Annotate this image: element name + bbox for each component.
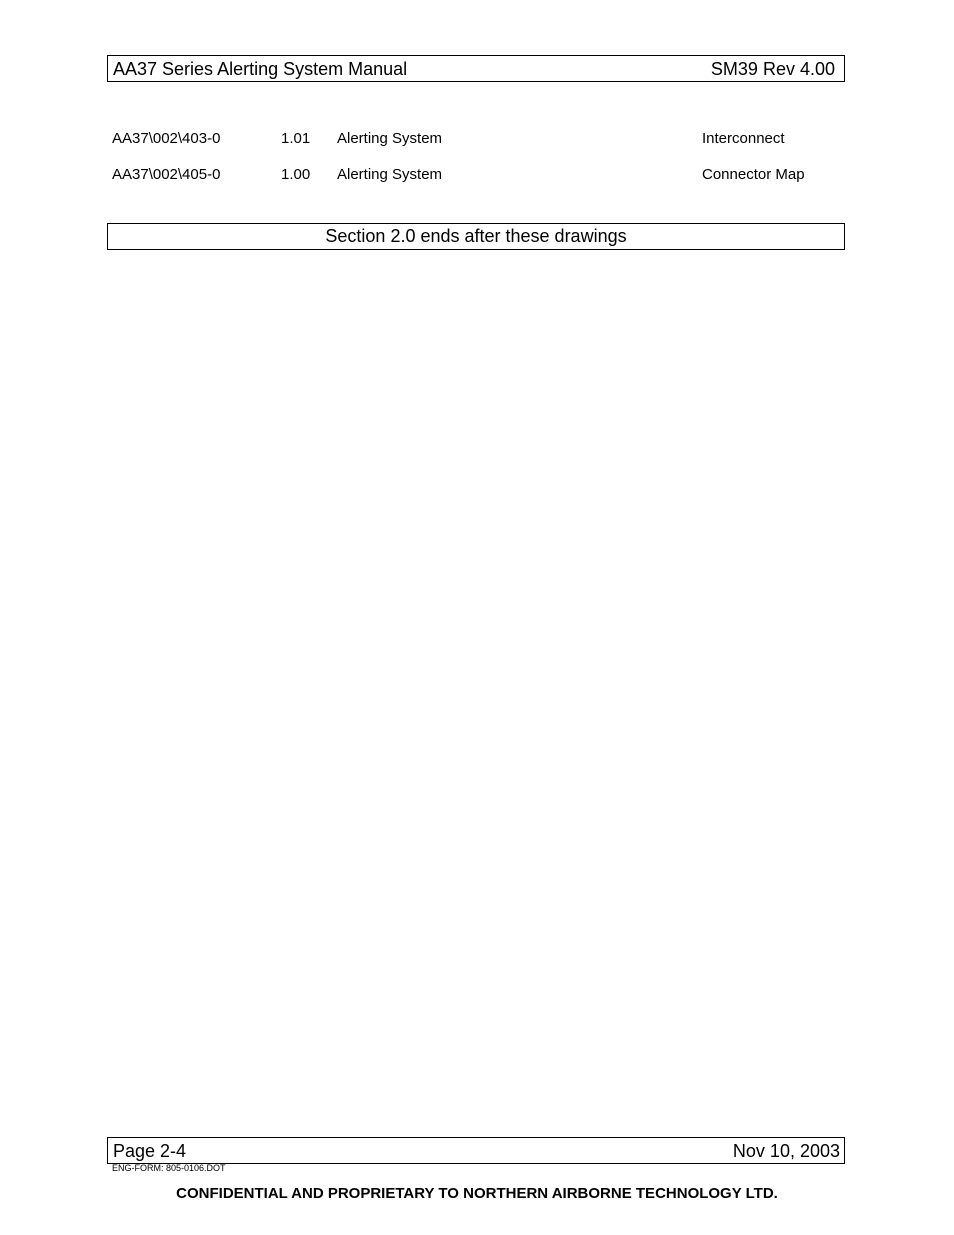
section-end-box — [107, 223, 845, 250]
page-date: Nov 10, 2003 — [732, 1141, 840, 1161]
drawing-revision: 1.01 — [281, 130, 311, 147]
page-header — [107, 55, 845, 82]
page-footer — [107, 1137, 845, 1164]
page-number: Page 2-4 — [113, 1141, 187, 1161]
drawing-system: Alerting System — [337, 166, 443, 183]
drawing-description: Interconnect — [702, 130, 785, 147]
drawing-system: Alerting System — [337, 130, 443, 147]
form-id: ENG-FORM: 805-0106.DOT — [112, 1163, 226, 1173]
drawing-description: Connector Map — [702, 166, 805, 183]
drawing-row — [0, 129, 954, 149]
drawing-row — [0, 165, 954, 185]
drawing-number: AA37\002\405-0 — [112, 166, 221, 183]
manual-title: AA37 Series Alerting System Manual — [113, 59, 408, 79]
drawing-number: AA37\002\403-0 — [112, 130, 221, 147]
drawing-revision: 1.00 — [281, 166, 311, 183]
manual-revision: SM39 Rev 4.00 — [710, 59, 835, 79]
confidentiality-notice: CONFIDENTIAL AND PROPRIETARY TO NORTHERN AIRBORNE TECHNOLOGY LTD. — [176, 1185, 778, 1202]
section-end-note: Section 2.0 ends after these drawings — [325, 226, 627, 246]
